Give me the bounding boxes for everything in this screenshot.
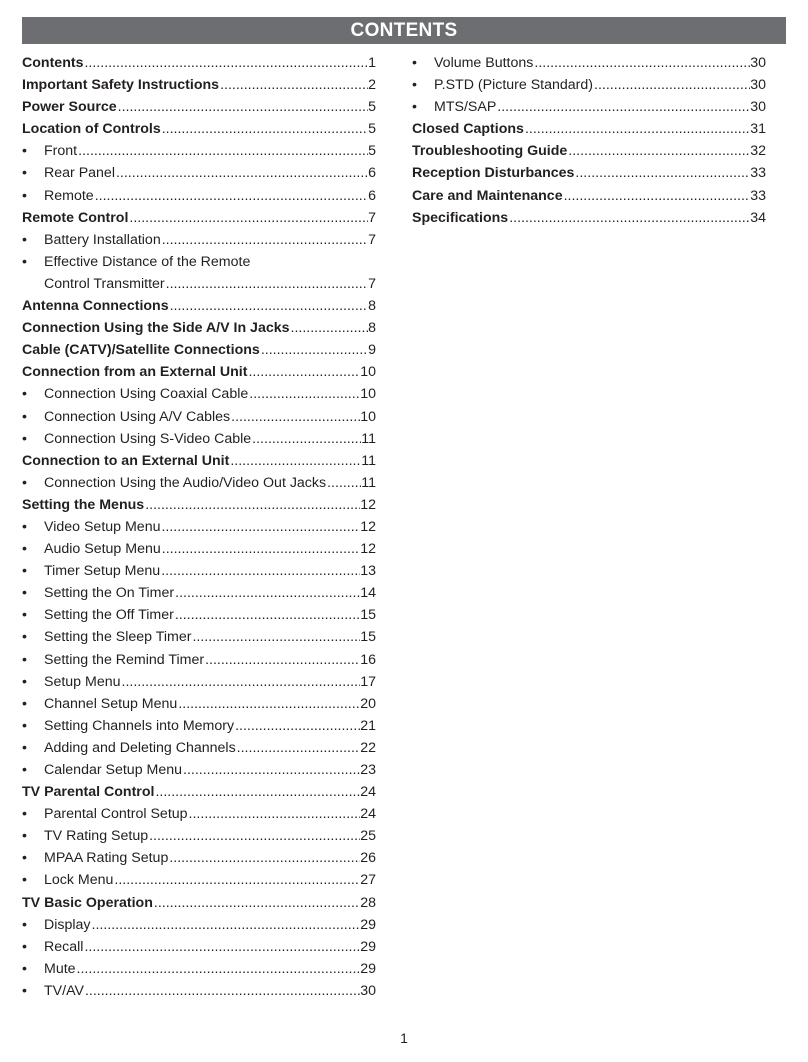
toc-entry-page-number: 34 bbox=[750, 209, 766, 226]
dot-leader bbox=[161, 563, 360, 579]
toc-subsection-entry bbox=[22, 519, 376, 541]
toc-subsection-entry bbox=[22, 961, 376, 983]
toc-entry-title: Audio Setup Menu bbox=[44, 541, 161, 558]
toc-entry-page-number: 12 bbox=[360, 518, 376, 535]
toc-entry-title: Connection Using A/V Cables bbox=[44, 408, 231, 425]
dot-leader bbox=[178, 696, 360, 712]
toc-entry-title: Important Safety Instructions bbox=[22, 77, 220, 94]
dot-leader bbox=[237, 740, 361, 756]
toc-entry-page-number: 10 bbox=[360, 386, 376, 403]
toc-entry-title: Connection Using the Audio/Video Out Jacks bbox=[44, 474, 327, 491]
dot-leader bbox=[183, 762, 360, 778]
toc-entry-title: Contents bbox=[22, 55, 84, 71]
dot-leader bbox=[85, 983, 360, 999]
dot-leader bbox=[175, 607, 360, 623]
bullet-icon: • bbox=[22, 187, 27, 204]
toc-section-entry bbox=[22, 453, 376, 475]
dot-leader bbox=[568, 143, 750, 159]
toc-entry-title: Location of Controls bbox=[22, 121, 161, 138]
bullet-icon: • bbox=[22, 739, 27, 756]
toc-subsection-entry bbox=[22, 872, 376, 894]
toc-entry-title: Setting the Menus bbox=[22, 496, 145, 513]
toc-entry-title: TV/AV bbox=[44, 982, 84, 999]
toc-entry-page-number: 30 bbox=[750, 55, 766, 71]
dot-leader bbox=[175, 585, 360, 601]
bullet-icon: • bbox=[22, 828, 27, 845]
dot-leader bbox=[231, 409, 360, 425]
dot-leader bbox=[114, 872, 360, 888]
toc-entry-title: Timer Setup Menu bbox=[44, 563, 161, 580]
toc-subsection-entry bbox=[22, 696, 376, 718]
dot-leader bbox=[248, 364, 360, 380]
bullet-icon: • bbox=[22, 673, 27, 690]
toc-entry-title: Setting the Off Timer bbox=[44, 607, 174, 624]
toc-entry-page-number: 8 bbox=[368, 298, 376, 315]
toc-entry-page-number: 28 bbox=[360, 894, 376, 911]
toc-subsection-entry bbox=[22, 806, 376, 828]
toc-section-entry bbox=[412, 143, 766, 165]
bullet-icon: • bbox=[22, 916, 27, 933]
toc-entry-page-number: 32 bbox=[750, 143, 766, 160]
bullet-icon: • bbox=[22, 563, 27, 580]
toc-entry-page-number: 30 bbox=[750, 99, 766, 116]
toc-subsection-entry bbox=[412, 99, 766, 121]
toc-entry-title: Connection Using Coaxial Cable bbox=[44, 386, 249, 403]
dot-leader bbox=[122, 674, 361, 690]
dot-leader bbox=[78, 143, 368, 159]
toc-entry-title: Calendar Setup Menu bbox=[44, 762, 183, 778]
dot-leader bbox=[129, 210, 368, 226]
toc-entry-page-number: 2 bbox=[368, 77, 376, 94]
toc-entry-page-number: 24 bbox=[360, 806, 376, 823]
bullet-icon: • bbox=[412, 55, 417, 71]
toc-entry-page-number: 13 bbox=[360, 563, 376, 580]
toc-entry-title: Volume Buttons bbox=[434, 55, 534, 71]
toc-subsection-entry bbox=[22, 740, 376, 762]
toc-entry-page-number: 8 bbox=[368, 320, 376, 337]
toc-subsection-entry bbox=[22, 762, 376, 784]
dot-leader bbox=[192, 629, 360, 645]
toc-entry-page-number: 7 bbox=[368, 275, 376, 292]
toc-entry-page-number: 10 bbox=[360, 364, 376, 381]
toc-entry-title: Recall bbox=[44, 938, 84, 955]
toc-entry-title: Setting the Remind Timer bbox=[44, 651, 205, 668]
toc-entry-title: Care and Maintenance bbox=[412, 187, 563, 204]
toc-subsection-entry bbox=[22, 541, 376, 563]
toc-entry-page-number: 29 bbox=[360, 916, 376, 933]
toc-entry-page-number: 30 bbox=[360, 982, 376, 999]
bullet-icon: • bbox=[22, 585, 27, 602]
dot-leader bbox=[261, 342, 368, 358]
bullet-icon: • bbox=[22, 231, 27, 248]
toc-entry-title: Adding and Deleting Channels bbox=[44, 739, 236, 756]
toc-entry-page-number: 33 bbox=[750, 187, 766, 204]
toc-entry-title: Specifications bbox=[412, 209, 509, 226]
dot-leader bbox=[162, 232, 368, 248]
toc-subsection-entry bbox=[22, 674, 376, 696]
dot-leader bbox=[162, 121, 368, 137]
toc-left-column bbox=[22, 55, 376, 1005]
dot-leader bbox=[249, 386, 360, 402]
toc-entry-title: MPAA Rating Setup bbox=[44, 850, 169, 867]
toc-subsection-entry bbox=[22, 718, 376, 740]
dot-leader bbox=[534, 55, 750, 71]
dot-leader bbox=[230, 453, 361, 469]
toc-section-entry bbox=[22, 895, 376, 917]
dot-leader bbox=[162, 541, 360, 557]
dot-leader bbox=[205, 652, 360, 668]
toc-section-entry bbox=[22, 342, 376, 364]
toc-entry-title: Setting Channels into Memory bbox=[44, 717, 235, 734]
toc-entry-title: Antenna Connections bbox=[22, 298, 169, 315]
bullet-icon: • bbox=[22, 386, 27, 403]
toc-subsection-entry bbox=[22, 828, 376, 850]
dot-leader bbox=[169, 850, 360, 866]
toc-subsection-entry bbox=[22, 607, 376, 629]
toc-entry-title: Control Transmitter bbox=[44, 275, 165, 292]
toc-entry-page-number: 20 bbox=[360, 695, 376, 712]
toc-right-column bbox=[412, 55, 766, 232]
bullet-icon: • bbox=[22, 982, 27, 999]
bullet-icon: • bbox=[22, 960, 27, 977]
toc-entry-page-number: 26 bbox=[360, 850, 376, 867]
dot-leader bbox=[149, 828, 360, 844]
bullet-icon: • bbox=[22, 430, 27, 447]
toc-entry-title: Setting the Sleep Timer bbox=[44, 629, 192, 646]
toc-entry-title: Reception Disturbances bbox=[412, 165, 575, 182]
bullet-icon: • bbox=[22, 717, 27, 734]
toc-entry-page-number: 33 bbox=[750, 165, 766, 182]
dot-leader bbox=[161, 519, 360, 535]
dot-leader bbox=[145, 497, 360, 513]
bullet-icon: • bbox=[22, 850, 27, 867]
toc-section-entry bbox=[22, 497, 376, 519]
dot-leader bbox=[166, 276, 368, 292]
page-title: CONTENTS bbox=[22, 17, 786, 44]
bullet-icon: • bbox=[22, 806, 27, 823]
toc-entry-page-number: 29 bbox=[360, 960, 376, 977]
toc-subsection-entry bbox=[22, 409, 376, 431]
toc-subsection-entry bbox=[22, 276, 376, 298]
toc-entry-title: Power Source bbox=[22, 99, 117, 116]
bullet-icon: • bbox=[22, 253, 27, 270]
toc-entry-page-number: 5 bbox=[368, 121, 376, 138]
toc-subsection-entry bbox=[22, 850, 376, 872]
toc-entry-page-number: 15 bbox=[360, 607, 376, 624]
toc-entry-page-number: 23 bbox=[360, 762, 376, 778]
toc-entry-page-number: 11 bbox=[361, 452, 376, 469]
toc-section-entry bbox=[412, 210, 766, 232]
toc-entry-title: Setting the On Timer bbox=[44, 585, 175, 602]
bullet-icon: • bbox=[22, 143, 27, 160]
dot-leader bbox=[327, 475, 361, 491]
toc-section-entry bbox=[412, 188, 766, 210]
dot-leader bbox=[525, 121, 750, 137]
toc-entry-title: Closed Captions bbox=[412, 121, 524, 138]
dot-leader bbox=[116, 165, 368, 181]
toc-entry-page-number: 17 bbox=[360, 673, 376, 690]
toc-entry-page-number: 6 bbox=[368, 187, 376, 204]
bullet-icon: • bbox=[22, 165, 27, 182]
toc-section-entry bbox=[22, 784, 376, 806]
dot-leader bbox=[220, 77, 368, 93]
toc-entry-page-number: 11 bbox=[361, 474, 376, 491]
dot-leader bbox=[92, 917, 361, 933]
toc-subsection-entry bbox=[22, 585, 376, 607]
toc-entry-title: Connection Using the Side A/V In Jacks bbox=[22, 320, 290, 337]
dot-leader bbox=[291, 320, 369, 336]
toc-entry-page-number: 9 bbox=[368, 342, 376, 359]
bullet-icon: • bbox=[22, 938, 27, 955]
toc-entry-title: Display bbox=[44, 916, 91, 933]
toc-entry-page-number: 5 bbox=[368, 143, 376, 160]
toc-section-entry bbox=[22, 55, 376, 77]
bullet-icon: • bbox=[22, 695, 27, 712]
toc-section-entry bbox=[22, 121, 376, 143]
toc-entry-title: Cable (CATV)/Satellite Connections bbox=[22, 342, 260, 359]
toc-entry-title: Parental Control Setup bbox=[44, 806, 188, 823]
toc-entry-title: TV Parental Control bbox=[22, 784, 155, 801]
toc-entry-page-number: 15 bbox=[360, 629, 376, 646]
dot-leader bbox=[575, 165, 750, 181]
dot-leader bbox=[77, 961, 361, 977]
toc-entry-page-number: 6 bbox=[368, 165, 376, 182]
toc-entry-page-number: 10 bbox=[360, 408, 376, 425]
dot-leader bbox=[170, 298, 369, 314]
dot-leader bbox=[235, 718, 360, 734]
toc-entry-page-number: 1 bbox=[368, 55, 376, 71]
toc-subsection-entry bbox=[22, 563, 376, 585]
toc-entry-title: Effective Distance of the Remote bbox=[44, 253, 251, 270]
toc-subsection-entry bbox=[22, 629, 376, 651]
toc-entry-title: Remote bbox=[44, 187, 94, 204]
toc-entry-title: Video Setup Menu bbox=[44, 518, 161, 535]
dot-leader bbox=[154, 895, 360, 911]
toc-entry-page-number: 16 bbox=[360, 651, 376, 668]
toc-entry-page-number: 29 bbox=[360, 938, 376, 955]
toc-section-entry bbox=[412, 165, 766, 187]
toc-section-entry bbox=[412, 121, 766, 143]
toc-subsection-entry bbox=[22, 917, 376, 939]
dot-leader bbox=[189, 806, 361, 822]
dot-leader bbox=[252, 431, 361, 447]
toc-section-entry bbox=[22, 298, 376, 320]
toc-entry-page-number: 31 bbox=[750, 121, 766, 138]
toc-entry-title: P.STD (Picture Standard) bbox=[434, 77, 594, 94]
toc-entry-title: Battery Installation bbox=[44, 231, 161, 248]
bullet-icon: • bbox=[412, 77, 417, 94]
toc-subsection-entry bbox=[22, 431, 376, 453]
toc-entry-page-number: 7 bbox=[368, 231, 376, 248]
bullet-icon: • bbox=[22, 541, 27, 558]
toc-entry-title: Connection from an External Unit bbox=[22, 364, 248, 381]
toc-section-entry bbox=[22, 77, 376, 99]
dot-leader bbox=[155, 784, 360, 800]
toc-subsection-entry bbox=[22, 983, 376, 1005]
bullet-icon: • bbox=[22, 607, 27, 624]
toc-entry-title: Remote Control bbox=[22, 209, 129, 226]
toc-subsection-entry bbox=[22, 143, 376, 165]
toc-subsection-entry bbox=[412, 55, 766, 77]
toc-entry-page-number: 25 bbox=[360, 828, 376, 845]
dot-leader bbox=[95, 188, 368, 204]
toc-entry-page-number: 22 bbox=[360, 739, 376, 756]
page-number: 1 bbox=[400, 1030, 408, 1046]
toc-entry-title: Lock Menu bbox=[44, 872, 114, 889]
toc-entry-page-number: 14 bbox=[360, 585, 376, 602]
toc-subsection-entry bbox=[22, 232, 376, 254]
toc-entry-page-number: 30 bbox=[750, 77, 766, 94]
dot-leader bbox=[594, 77, 750, 93]
toc-entry-title: MTS/SAP bbox=[434, 99, 497, 116]
toc-entry-title: Connection to an External Unit bbox=[22, 452, 230, 469]
toc-entry-page-number: 7 bbox=[368, 209, 376, 226]
toc-entry-page-number: 21 bbox=[360, 717, 376, 734]
toc-subsection-entry bbox=[412, 77, 766, 99]
toc-entry-page-number: 12 bbox=[360, 541, 376, 558]
toc-entry-page-number: 5 bbox=[368, 99, 376, 116]
dot-leader bbox=[84, 939, 360, 955]
bullet-icon: • bbox=[22, 474, 27, 491]
toc-entry-title: TV Rating Setup bbox=[44, 828, 149, 845]
toc-entry-title: Connection Using S-Video Cable bbox=[44, 430, 252, 447]
toc-subsection-entry bbox=[22, 475, 376, 497]
toc-entry-title: Troubleshooting Guide bbox=[412, 143, 568, 160]
bullet-icon: • bbox=[412, 99, 417, 116]
dot-leader bbox=[564, 188, 751, 204]
toc-section-entry bbox=[22, 320, 376, 342]
bullet-icon: • bbox=[22, 629, 27, 646]
toc-entry-title: Setup Menu bbox=[44, 673, 121, 690]
toc-entry-title: TV Basic Operation bbox=[22, 894, 153, 911]
toc-subsection-entry bbox=[22, 254, 376, 276]
toc-subsection-entry bbox=[22, 188, 376, 210]
dot-leader bbox=[497, 99, 750, 115]
dot-leader bbox=[509, 210, 750, 226]
toc-entry-title: Front bbox=[44, 143, 78, 160]
bullet-icon: • bbox=[22, 872, 27, 889]
toc-subsection-entry bbox=[22, 652, 376, 674]
toc-section-entry bbox=[22, 210, 376, 232]
dot-leader bbox=[84, 55, 368, 71]
toc-section-entry bbox=[22, 99, 376, 121]
toc-subsection-entry bbox=[22, 386, 376, 408]
toc-entry-page-number: 24 bbox=[360, 784, 376, 801]
toc-subsection-entry bbox=[22, 165, 376, 187]
bullet-icon: • bbox=[22, 518, 27, 535]
toc-subsection-entry bbox=[22, 939, 376, 961]
bullet-icon: • bbox=[22, 762, 27, 778]
bullet-icon: • bbox=[22, 651, 27, 668]
toc-entry-page-number: 12 bbox=[360, 496, 376, 513]
toc-entry-title: Channel Setup Menu bbox=[44, 695, 178, 712]
toc-entry-title: Rear Panel bbox=[44, 165, 115, 182]
toc-section-entry bbox=[22, 364, 376, 386]
toc-entry-page-number: 27 bbox=[360, 872, 376, 889]
toc-entry-page-number: 11 bbox=[361, 430, 376, 447]
toc-entry-title: Mute bbox=[44, 960, 76, 977]
bullet-icon: • bbox=[22, 408, 27, 425]
dot-leader bbox=[118, 99, 368, 115]
